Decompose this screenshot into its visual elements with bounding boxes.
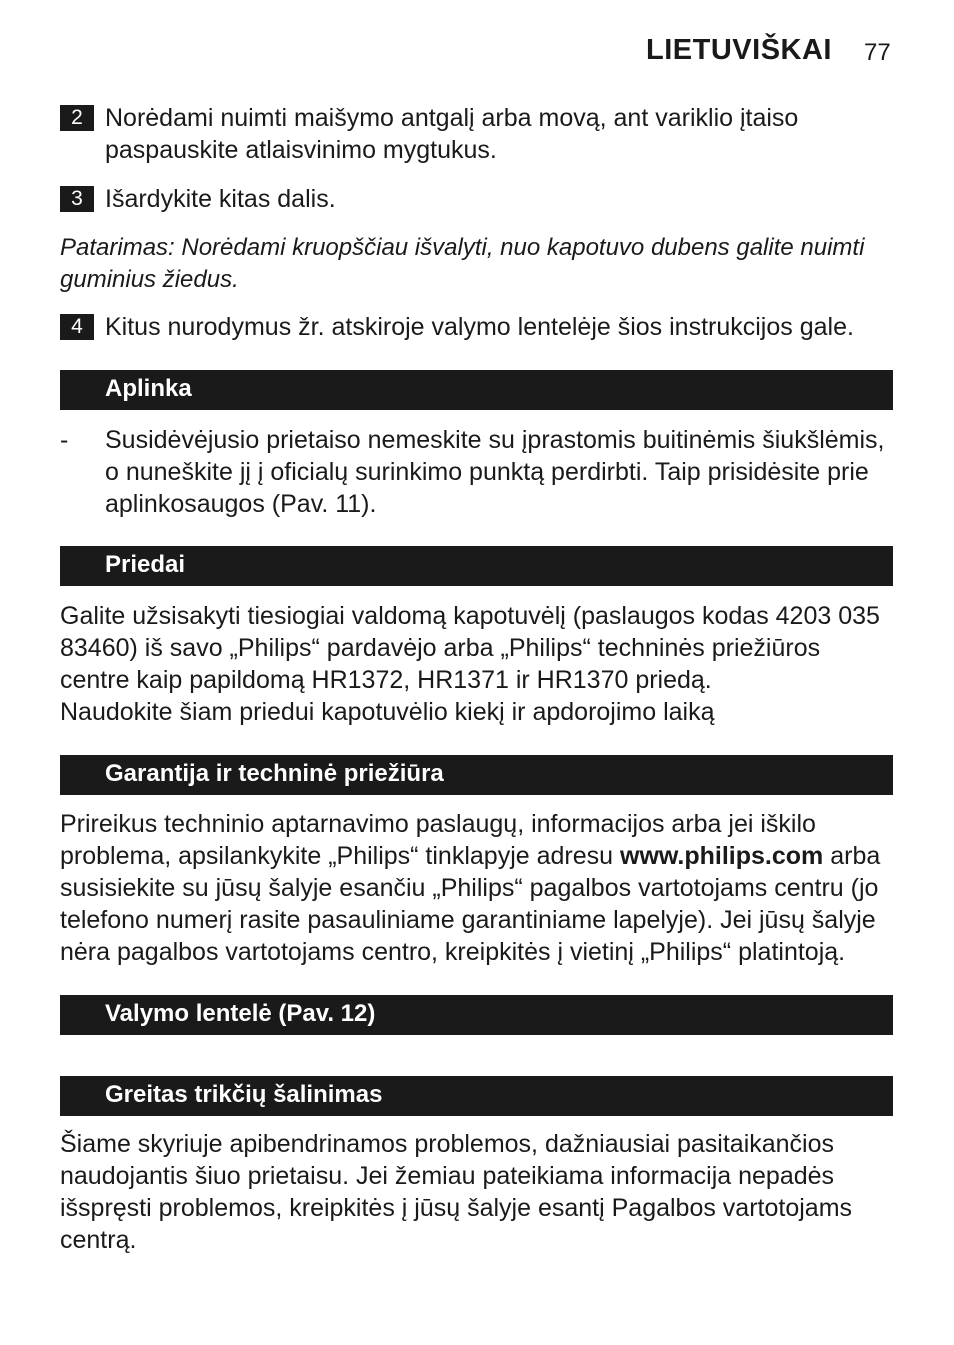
paragraph-line: Prireikus techninio aptarnavimo paslaugų, informacijos arba jei iškilo (60, 810, 816, 838)
section-heading-garantija (60, 755, 893, 795)
step-number-badge: 4 (60, 314, 94, 340)
section-title: Aplinka (105, 375, 192, 402)
paragraph-line: centrą. (60, 1226, 137, 1254)
step-text (105, 183, 336, 215)
paragraph-greitas (60, 1128, 852, 1256)
list-item-line: Susidėvėjusio prietaiso nemeskite su įprastomis buitinėmis šiukšlėmis, (105, 426, 885, 454)
list-item-line: o nuneškite jį į oficialų surinkimo punktą perdirbti. Taip prisidėsite prie (105, 458, 869, 486)
step-text-line: Kitus nurodymus žr. atskiroje valymo lentelėje šios instrukcijos gale. (105, 313, 854, 341)
list-item-line: aplinkosaugos (Pav. 11). (105, 490, 377, 518)
step-text (105, 311, 854, 343)
section-heading-priedai (60, 546, 893, 586)
paragraph-line: susisiekite su jūsų šalyje esančiu „Philips“ pagalbos vartotojams centru (jo (60, 874, 879, 902)
header-language: LIETUVIŠKAI (646, 34, 832, 66)
section-title: Priedai (105, 551, 186, 578)
paragraph-line: Galite užsisakyti tiesiogiai valdomą kapotuvėlį (paslaugos kodas 4203 035 (60, 602, 880, 630)
paragraph-text: arba (823, 842, 881, 870)
paragraph-line: nėra pagalbos vartotojams centro, kreipkitės į vietinį „Philips“ platintoją. (60, 938, 846, 966)
section-heading-greitas (60, 1076, 893, 1116)
step-text-line: Norėdami nuimti maišymo antgalį arba movą, ant variklio įtaiso (105, 104, 799, 132)
section-heading-aplinka (60, 370, 893, 410)
list-dash: - (60, 426, 69, 454)
paragraph-line: išspręsti problemos, kreipkitės į jūsų šalyje esantį Pagalbos vartotojams (60, 1194, 853, 1222)
paragraph-garantija (60, 808, 880, 968)
step-text (105, 102, 798, 166)
section-title: Garantija ir techninė priežiūra (105, 760, 444, 787)
paragraph-line: Naudokite šiam priedui kapotuvėlio kiekį ir apdorojimo laiką (60, 698, 715, 726)
list-item-text (105, 424, 884, 520)
step-text-line: paspauskite atlaisvinimo mygtukus. (105, 136, 497, 164)
paragraph-text: problema, apsilankykite „Philips“ tinklapyje adresu (60, 842, 620, 870)
section-title: Greitas trikčių šalinimas (105, 1081, 383, 1108)
step-number-badge: 3 (60, 186, 94, 212)
tip-line: guminius žiedus. (60, 266, 239, 293)
paragraph-line: Šiame skyriuje apibendrinamos problemos, dažniausiai pasitaikančios (60, 1130, 835, 1158)
paragraph-line (60, 840, 880, 872)
tip-text (60, 232, 900, 296)
paragraph-line: naudojantis šiuo prietaisu. Jei žemiau pateikiama informacija nepadės (60, 1162, 835, 1190)
paragraph-line: centre kaip papildomą HR1372, HR1371 ir HR1370 priedą. (60, 666, 712, 694)
tip-line: Patarimas: Norėdami kruopščiau išvalyti, nuo kapotuvo dubens galite nuimti (60, 234, 865, 261)
step-number-badge: 2 (60, 105, 94, 131)
paragraph-line: 83460) iš savo „Philips“ pardavėjo arba „Philips“ techninės priežiūros (60, 634, 821, 662)
section-title: Valymo lentelė (Pav. 12) (105, 1000, 376, 1027)
website-link[interactable]: www.philips.com (620, 842, 824, 870)
step-text-line: Išardykite kitas dalis. (105, 185, 336, 213)
section-heading-valymo (60, 995, 893, 1035)
paragraph-priedai (60, 600, 880, 728)
paragraph-line: telefono numerį rasite pasauliniame garantiniame lapelyje). Jei jūsų šalyje (60, 906, 876, 934)
page-number: 77 (864, 39, 891, 66)
